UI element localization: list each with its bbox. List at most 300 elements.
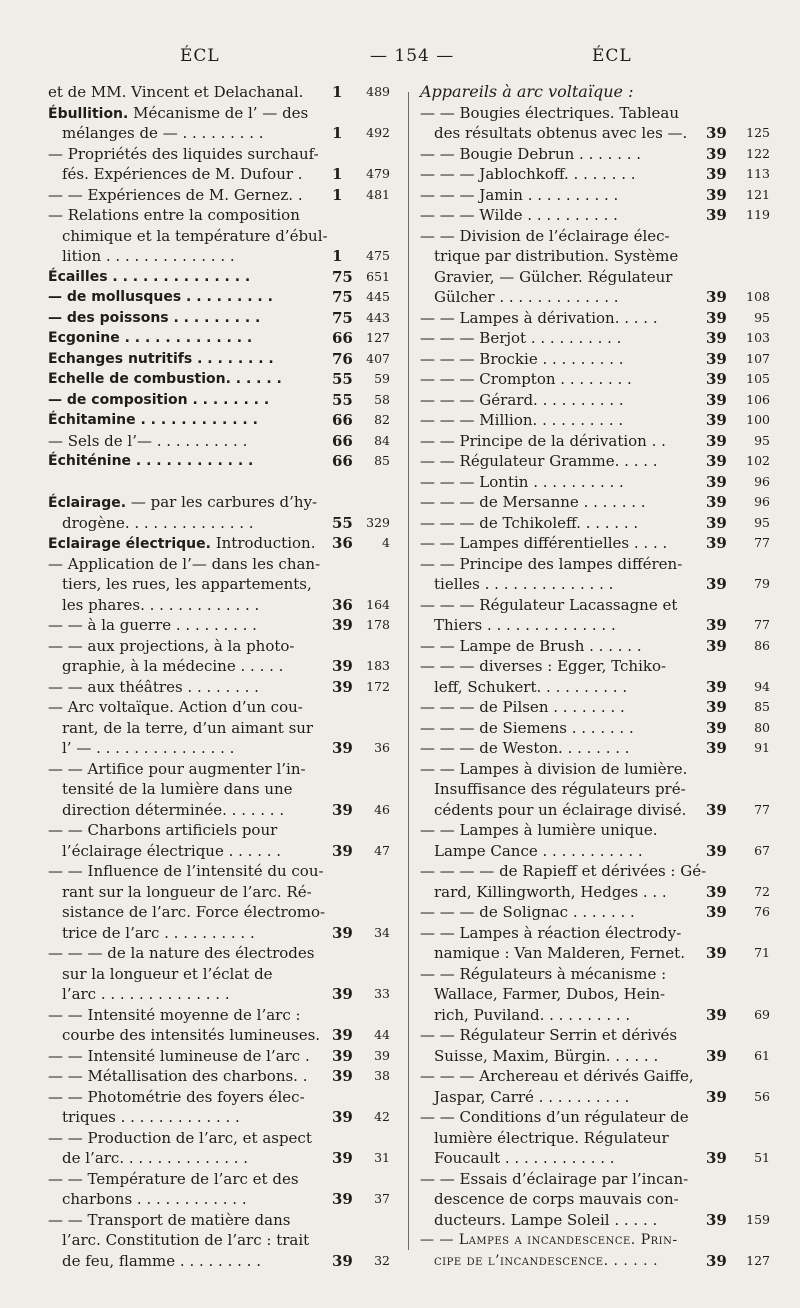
page-reference: 105 [746, 371, 770, 386]
index-entry [48, 369, 392, 390]
page-reference: 39 [374, 1047, 390, 1063]
page-reference: 127 [746, 1252, 770, 1268]
index-entry [48, 841, 392, 862]
volume-number: 39 [706, 165, 727, 183]
index-entry [420, 1107, 772, 1128]
page-reference: 443 [366, 309, 390, 325]
page-reference: 38 [374, 1068, 390, 1083]
entry-text: Ébullition. Mécanisme de l’ — des [48, 103, 309, 122]
volume-number: 75 [332, 308, 353, 327]
page-reference: 77 [754, 801, 770, 817]
volume-number: 1 [332, 124, 343, 142]
entry-text: — — — Jablochkoff. . . . . . . . [420, 165, 636, 183]
index-entry [48, 492, 392, 513]
index-entry [420, 677, 772, 698]
entry-text: — — — de Pilsen . . . . . . . . [420, 698, 625, 716]
page-reference: 127 [366, 330, 390, 345]
entry-text: tensité de la lumière dans une [62, 780, 293, 798]
spacer [48, 472, 392, 493]
page-reference: 46 [374, 801, 390, 817]
page-reference: 96 [754, 494, 770, 509]
index-entry [420, 615, 772, 636]
page-reference: 172 [366, 678, 390, 694]
entry-text: Écailles . . . . . . . . . . . . . . [48, 268, 251, 285]
index-entry [48, 1046, 392, 1067]
index-entry [48, 820, 392, 841]
page-reference: 85 [374, 453, 390, 468]
index-entry [48, 164, 392, 185]
entry-text: — — Lampe de Brush . . . . . . [420, 636, 642, 655]
entry-text: Échitamine . . . . . . . . . . . . [48, 412, 258, 428]
index-entry [420, 574, 772, 595]
volume-number: 39 [332, 1251, 353, 1270]
volume-number: 39 [706, 349, 727, 368]
page-reference: 102 [746, 453, 770, 468]
entry-text: mélanges de — . . . . . . . . . [62, 124, 264, 142]
page-reference: 4 [382, 535, 390, 550]
index-entry [420, 656, 772, 677]
page-reference: 32 [374, 1252, 390, 1268]
page-reference: 86 [754, 637, 770, 653]
index-entry [48, 943, 392, 964]
index-entry [48, 1189, 392, 1210]
volume-number: 39 [332, 985, 353, 1003]
volume-number: 39 [706, 1087, 727, 1106]
volume-number: 1 [332, 247, 343, 265]
index-entry [48, 103, 392, 124]
entry-text: — des poissons . . . . . . . . . [48, 309, 261, 326]
index-entry [420, 1087, 772, 1108]
index-entry [420, 1128, 772, 1149]
volume-number: 36 [332, 534, 353, 552]
entry-text: — Sels de l’— . . . . . . . . . . [48, 431, 248, 450]
volume-number: 39 [706, 944, 727, 962]
volume-number: 55 [332, 370, 353, 388]
volume-number: 39 [706, 534, 727, 552]
right-column [420, 82, 772, 1271]
entry-text: — de composition . . . . . . . . [48, 391, 270, 408]
index-entry [48, 308, 392, 329]
page-reference: 47 [374, 842, 390, 858]
page-reference: 164 [366, 596, 390, 612]
page-reference: 125 [746, 125, 770, 140]
left-column [48, 82, 392, 1271]
index-entry [420, 287, 772, 308]
page-reference: 329 [366, 514, 390, 530]
entry-text: sistance de l’arc. Force électromo- [62, 903, 326, 921]
page-reference: 69 [754, 1006, 770, 1022]
volume-number: 39 [332, 1067, 353, 1085]
entry-text: ducteurs. Lampe Soleil . . . . . [434, 1210, 658, 1229]
page-reference: 84 [374, 432, 390, 448]
page-reference: 119 [746, 207, 770, 222]
index-entry [48, 759, 392, 780]
volume-number: 55 [332, 513, 353, 532]
entry-text: Gravier, — Gülcher. Régulateur [434, 267, 673, 286]
volume-number: 39 [332, 841, 353, 860]
index-entry [420, 738, 772, 759]
volume-number: 39 [706, 329, 727, 347]
index-entry [48, 513, 392, 534]
entry-text: — — — — de Rapieff et dérivées : Gé- [420, 862, 707, 880]
entry-text: Jaspar, Carré . . . . . . . . . . [434, 1087, 630, 1106]
volume-number: 39 [706, 206, 727, 224]
index-entry [48, 554, 392, 575]
entry-text: — — — Wilde . . . . . . . . . . [420, 206, 618, 224]
volume-number: 39 [706, 718, 727, 737]
index-entry [48, 800, 392, 821]
index-entry [420, 123, 772, 144]
index-entry [420, 513, 772, 534]
entry-text: — — Division de l’éclairage élec- [420, 226, 670, 245]
index-entry [48, 861, 392, 882]
entry-text: l’arc. Constitution de l’arc : trait [62, 1231, 310, 1249]
page-reference: 479 [366, 166, 390, 181]
entry-text: Suisse, Maxim, Bürgin. . . . . . [434, 1046, 659, 1065]
index-entry [48, 964, 392, 985]
page-reference: 72 [754, 883, 770, 899]
entry-text: charbons . . . . . . . . . . . . [62, 1190, 247, 1208]
volume-number: 39 [332, 677, 353, 696]
index-entry [420, 205, 772, 226]
index-entry [420, 349, 772, 370]
index-entry [48, 677, 392, 698]
index-entry [420, 308, 772, 329]
entry-text: trice de l’arc . . . . . . . . . . [62, 923, 255, 942]
entry-text: — — aux théâtres . . . . . . . . [48, 677, 259, 696]
entry-text: — — — Brockie . . . . . . . . . [420, 349, 624, 368]
entry-text: — — Transport de matière dans [48, 1210, 291, 1229]
index-entry [420, 779, 772, 800]
index-entry [420, 943, 772, 964]
index-entry [48, 1128, 392, 1149]
volume-number: 39 [332, 1026, 353, 1044]
page-reference: 51 [754, 1150, 770, 1165]
index-entry [420, 328, 772, 349]
index-entry [48, 123, 392, 144]
index-entry [48, 1107, 392, 1128]
index-entry [420, 1169, 772, 1190]
volume-number: 75 [332, 288, 353, 306]
entry-text: — — Température de l’arc et des [48, 1169, 299, 1188]
page-reference: 58 [374, 391, 390, 407]
entry-text: chimique et la température d’ébul- [62, 226, 328, 245]
entry-text: Wallace, Farmer, Dubos, Hein- [434, 985, 666, 1003]
page-reference: 122 [746, 145, 770, 161]
page-reference: 76 [754, 904, 770, 919]
index-entry [420, 841, 772, 862]
volume-number: 39 [706, 390, 727, 409]
volume-number: 39 [706, 124, 727, 142]
index-entry [420, 1210, 772, 1231]
column-divider [408, 92, 409, 1250]
entry-text: direction déterminée. . . . . . . [62, 800, 285, 819]
volume-number: 39 [332, 1149, 353, 1167]
index-entry [420, 1189, 772, 1210]
entry-text: — — — de Siemens . . . . . . . [420, 718, 634, 737]
page-number: — 154 — [370, 46, 455, 66]
entry-text: — — — diverses : Egger, Tchiko- [420, 657, 667, 675]
page-reference: 37 [374, 1191, 390, 1206]
volume-number: 1 [332, 83, 343, 101]
index-entry [420, 964, 772, 985]
volume-number: 39 [706, 1005, 727, 1024]
index-entry [420, 185, 772, 206]
page-reference: 106 [746, 391, 770, 407]
entry-text: — — Influence de l’intensité du cou- [48, 862, 324, 880]
entry-text: Echelle de combustion. . . . . . [48, 371, 282, 387]
volume-number: 39 [332, 923, 353, 942]
index-entry [48, 1066, 392, 1087]
entry-text: — — Expériences de M. Gernez. . [48, 185, 303, 204]
header-right-keyword: ÉCL [592, 46, 632, 66]
index-entry [420, 984, 772, 1005]
entry-text: Eclairage électrique. Introduction. [48, 534, 316, 552]
page-reference: 489 [366, 84, 390, 99]
index-entry [48, 246, 392, 267]
entry-text: leff, Schukert. . . . . . . . . . [434, 677, 628, 696]
volume-number: 55 [332, 390, 353, 409]
page-reference: 79 [754, 576, 770, 591]
index-entry [420, 369, 772, 390]
volume-number: 39 [706, 1251, 727, 1270]
index-entry [420, 697, 772, 718]
entry-text: — — — Régulateur Lacassagne et [420, 595, 678, 614]
page-reference: 95 [754, 432, 770, 448]
page-reference: 56 [754, 1088, 770, 1104]
volume-number: 39 [706, 800, 727, 819]
index-entry [420, 882, 772, 903]
index-entry [48, 882, 392, 903]
entry-text: triques . . . . . . . . . . . . . [62, 1108, 240, 1126]
page-reference: 67 [754, 842, 770, 858]
entry-text: Thiers . . . . . . . . . . . . . . [434, 616, 616, 634]
entry-text: tielles . . . . . . . . . . . . . . [434, 575, 614, 593]
index-entry [48, 595, 392, 616]
volume-number: 39 [706, 308, 727, 327]
entry-text: — — — Berjot . . . . . . . . . . [420, 329, 622, 347]
index-entry [420, 1046, 772, 1067]
entry-text: drogène. . . . . . . . . . . . . . [62, 513, 254, 532]
entry-text: — — Métallisation des charbons. . [48, 1067, 308, 1085]
index-entry [48, 615, 392, 636]
index-entry [48, 718, 392, 739]
index-entry [48, 328, 392, 349]
volume-number: 39 [706, 636, 727, 655]
index-entry [48, 1251, 392, 1272]
volume-number: 39 [706, 1149, 727, 1167]
index-entry [48, 451, 392, 472]
index-entry [48, 144, 392, 165]
page-reference: 96 [754, 473, 770, 489]
page-reference: 407 [366, 350, 390, 366]
volume-number: 39 [332, 800, 353, 819]
index-entry [48, 390, 392, 411]
index-entry [48, 656, 392, 677]
page-reference: 77 [754, 535, 770, 550]
entry-text: — — — de Mersanne . . . . . . . [420, 493, 646, 511]
entry-text: — — — Lontin . . . . . . . . . . [420, 472, 624, 491]
index-entry [420, 103, 772, 124]
volume-number: 39 [332, 1108, 353, 1126]
index-entry [48, 1087, 392, 1108]
index-entry [420, 164, 772, 185]
entry-text: — — — de Solignac . . . . . . . [420, 903, 635, 921]
index-entry [48, 287, 392, 308]
index-entry [48, 533, 392, 554]
entry-text: Éclairage. — par les carbures d’hy- [48, 493, 318, 511]
entry-text: de l’arc. . . . . . . . . . . . . . [62, 1149, 249, 1167]
index-entry [48, 902, 392, 923]
page-reference: 108 [746, 289, 770, 304]
volume-number: 1 [332, 165, 343, 183]
index-entry [420, 1005, 772, 1026]
entry-text: cédents pour un éclairage divisé. [434, 800, 687, 819]
index-entry [420, 1230, 772, 1251]
index-entry [420, 759, 772, 780]
index-entry [48, 349, 392, 370]
entry-text: Echanges nutritifs . . . . . . . . [48, 350, 274, 367]
entry-text: — — Bougies électriques. Tableau [420, 103, 679, 122]
page-reference: 77 [754, 617, 770, 632]
entry-text: — — Production de l’arc, et aspect [48, 1128, 312, 1147]
page-reference: 95 [754, 309, 770, 325]
page-reference: 492 [366, 125, 390, 140]
volume-number: 39 [706, 1046, 727, 1065]
entry-text: — — — Million. . . . . . . . . . [420, 411, 624, 429]
entry-text: — — — Jamin . . . . . . . . . . [420, 185, 619, 204]
page-reference: 159 [746, 1211, 770, 1227]
page-reference: 91 [754, 740, 770, 755]
index-entry [420, 492, 772, 513]
index-entry [420, 144, 772, 165]
index-entry [420, 902, 772, 923]
entry-text: Insuffisance des régulateurs pré- [434, 780, 686, 798]
volume-number: 75 [332, 267, 353, 286]
index-entry [48, 779, 392, 800]
volume-number: 39 [706, 841, 727, 860]
entry-text: — — — de la nature des électrodes [48, 944, 315, 962]
page-reference: 178 [366, 617, 390, 632]
entry-text: Appareils à arc voltaïque : [420, 82, 634, 101]
entry-text: lition . . . . . . . . . . . . . . [62, 247, 235, 265]
index-entry [420, 820, 772, 841]
entry-text: — Arc voltaïque. Action d’un cou- [48, 698, 303, 716]
page-reference: 59 [374, 371, 390, 386]
volume-number: 39 [706, 677, 727, 696]
index-entry [420, 431, 772, 452]
index-entry [420, 718, 772, 739]
entry-text: de feu, flamme . . . . . . . . . [62, 1251, 261, 1270]
volume-number: 39 [332, 616, 353, 634]
index-entry [420, 554, 772, 575]
volume-number: 39 [332, 1190, 353, 1208]
entry-text: — — aux projections, à la photo- [48, 636, 295, 655]
entry-text: — — — Gérard. . . . . . . . . . [420, 390, 624, 409]
index-entry [420, 246, 772, 267]
index-entry [48, 205, 392, 226]
page-reference: 103 [746, 330, 770, 345]
index-entry [48, 185, 392, 206]
entry-text: cipe de l’incandescence. . . . . . [434, 1252, 659, 1269]
index-entry [48, 984, 392, 1005]
page-reference: 34 [374, 924, 390, 940]
volume-number: 39 [706, 1210, 727, 1229]
volume-number: 39 [706, 370, 727, 388]
volume-number: 39 [706, 882, 727, 901]
volume-number: 39 [332, 739, 353, 757]
volume-number: 39 [332, 1046, 353, 1065]
entry-text: l’arc . . . . . . . . . . . . . . [62, 985, 230, 1003]
volume-number: 76 [332, 349, 353, 368]
index-entry [420, 800, 772, 821]
volume-number: 39 [706, 185, 727, 204]
page-reference: 33 [374, 986, 390, 1001]
volume-number: 39 [706, 513, 727, 532]
entry-text: — de mollusques . . . . . . . . . [48, 289, 273, 305]
index-entry [420, 1025, 772, 1046]
entry-text: — — Intensité lumineuse de l’arc . [48, 1046, 310, 1065]
volume-number: 39 [706, 411, 727, 429]
entry-text: — — — de Weston. . . . . . . . [420, 739, 630, 757]
page-reference: 481 [366, 186, 390, 202]
index-entry [420, 410, 772, 431]
entry-text: — — Lampes a incandescence. Prin- [420, 1232, 678, 1248]
entry-text: — — Régulateur Serrin et dérivés [420, 1026, 678, 1044]
page-reference: 80 [754, 719, 770, 735]
entry-text: trique par distribution. Système [434, 247, 679, 265]
entry-text: sur la longueur et l’éclat de [62, 964, 273, 983]
page-reference: 42 [374, 1109, 390, 1124]
index-entry [420, 390, 772, 411]
page-reference: 100 [746, 412, 770, 427]
page-reference: 475 [366, 248, 390, 263]
index-entry [420, 861, 772, 882]
entry-text: — Relations entre la composition [48, 206, 300, 224]
entry-text: tiers, les rues, les appartements, [62, 575, 312, 593]
volume-number: 1 [332, 185, 343, 204]
index-entry [48, 697, 392, 718]
volume-number: 39 [706, 452, 727, 470]
volume-number: 39 [706, 288, 727, 306]
page-reference: 183 [366, 658, 390, 673]
volume-number: 39 [706, 903, 727, 921]
entry-text: — — à la guerre . . . . . . . . . [48, 616, 257, 634]
entry-text: descence de corps mauvais con- [434, 1190, 679, 1208]
entry-text: — — Bougie Debrun . . . . . . . [420, 144, 642, 163]
index-entry [48, 1025, 392, 1046]
entry-text: — — — Archereau et dérivés Gaiffe, [420, 1067, 694, 1085]
index-entry [420, 451, 772, 472]
index-entry [420, 1148, 772, 1169]
entry-text: — — Régulateur Gramme. . . . . [420, 452, 658, 470]
index-entry [420, 472, 772, 493]
volume-number: 39 [706, 431, 727, 450]
entry-text: l’ — . . . . . . . . . . . . . . . [62, 739, 235, 757]
index-entry [48, 431, 392, 452]
entry-text: Ecgonine . . . . . . . . . . . . . [48, 330, 253, 346]
entry-text: rant sur la longueur de l’arc. Ré- [62, 882, 312, 901]
entry-text: — — Lampes à lumière unique. [420, 821, 658, 839]
entry-text: — — Lampes à dérivation. . . . . [420, 308, 658, 327]
volume-number: 39 [706, 616, 727, 634]
entry-text: Échiténine . . . . . . . . . . . . [48, 453, 254, 469]
index-entry [48, 1210, 392, 1231]
entry-text: — — Artifice pour augmenter l’in- [48, 759, 306, 778]
index-entry [420, 267, 772, 288]
entry-text: les phares. . . . . . . . . . . . . [62, 595, 260, 614]
entry-text: — — Régulateurs à mécanisme : [420, 964, 667, 983]
